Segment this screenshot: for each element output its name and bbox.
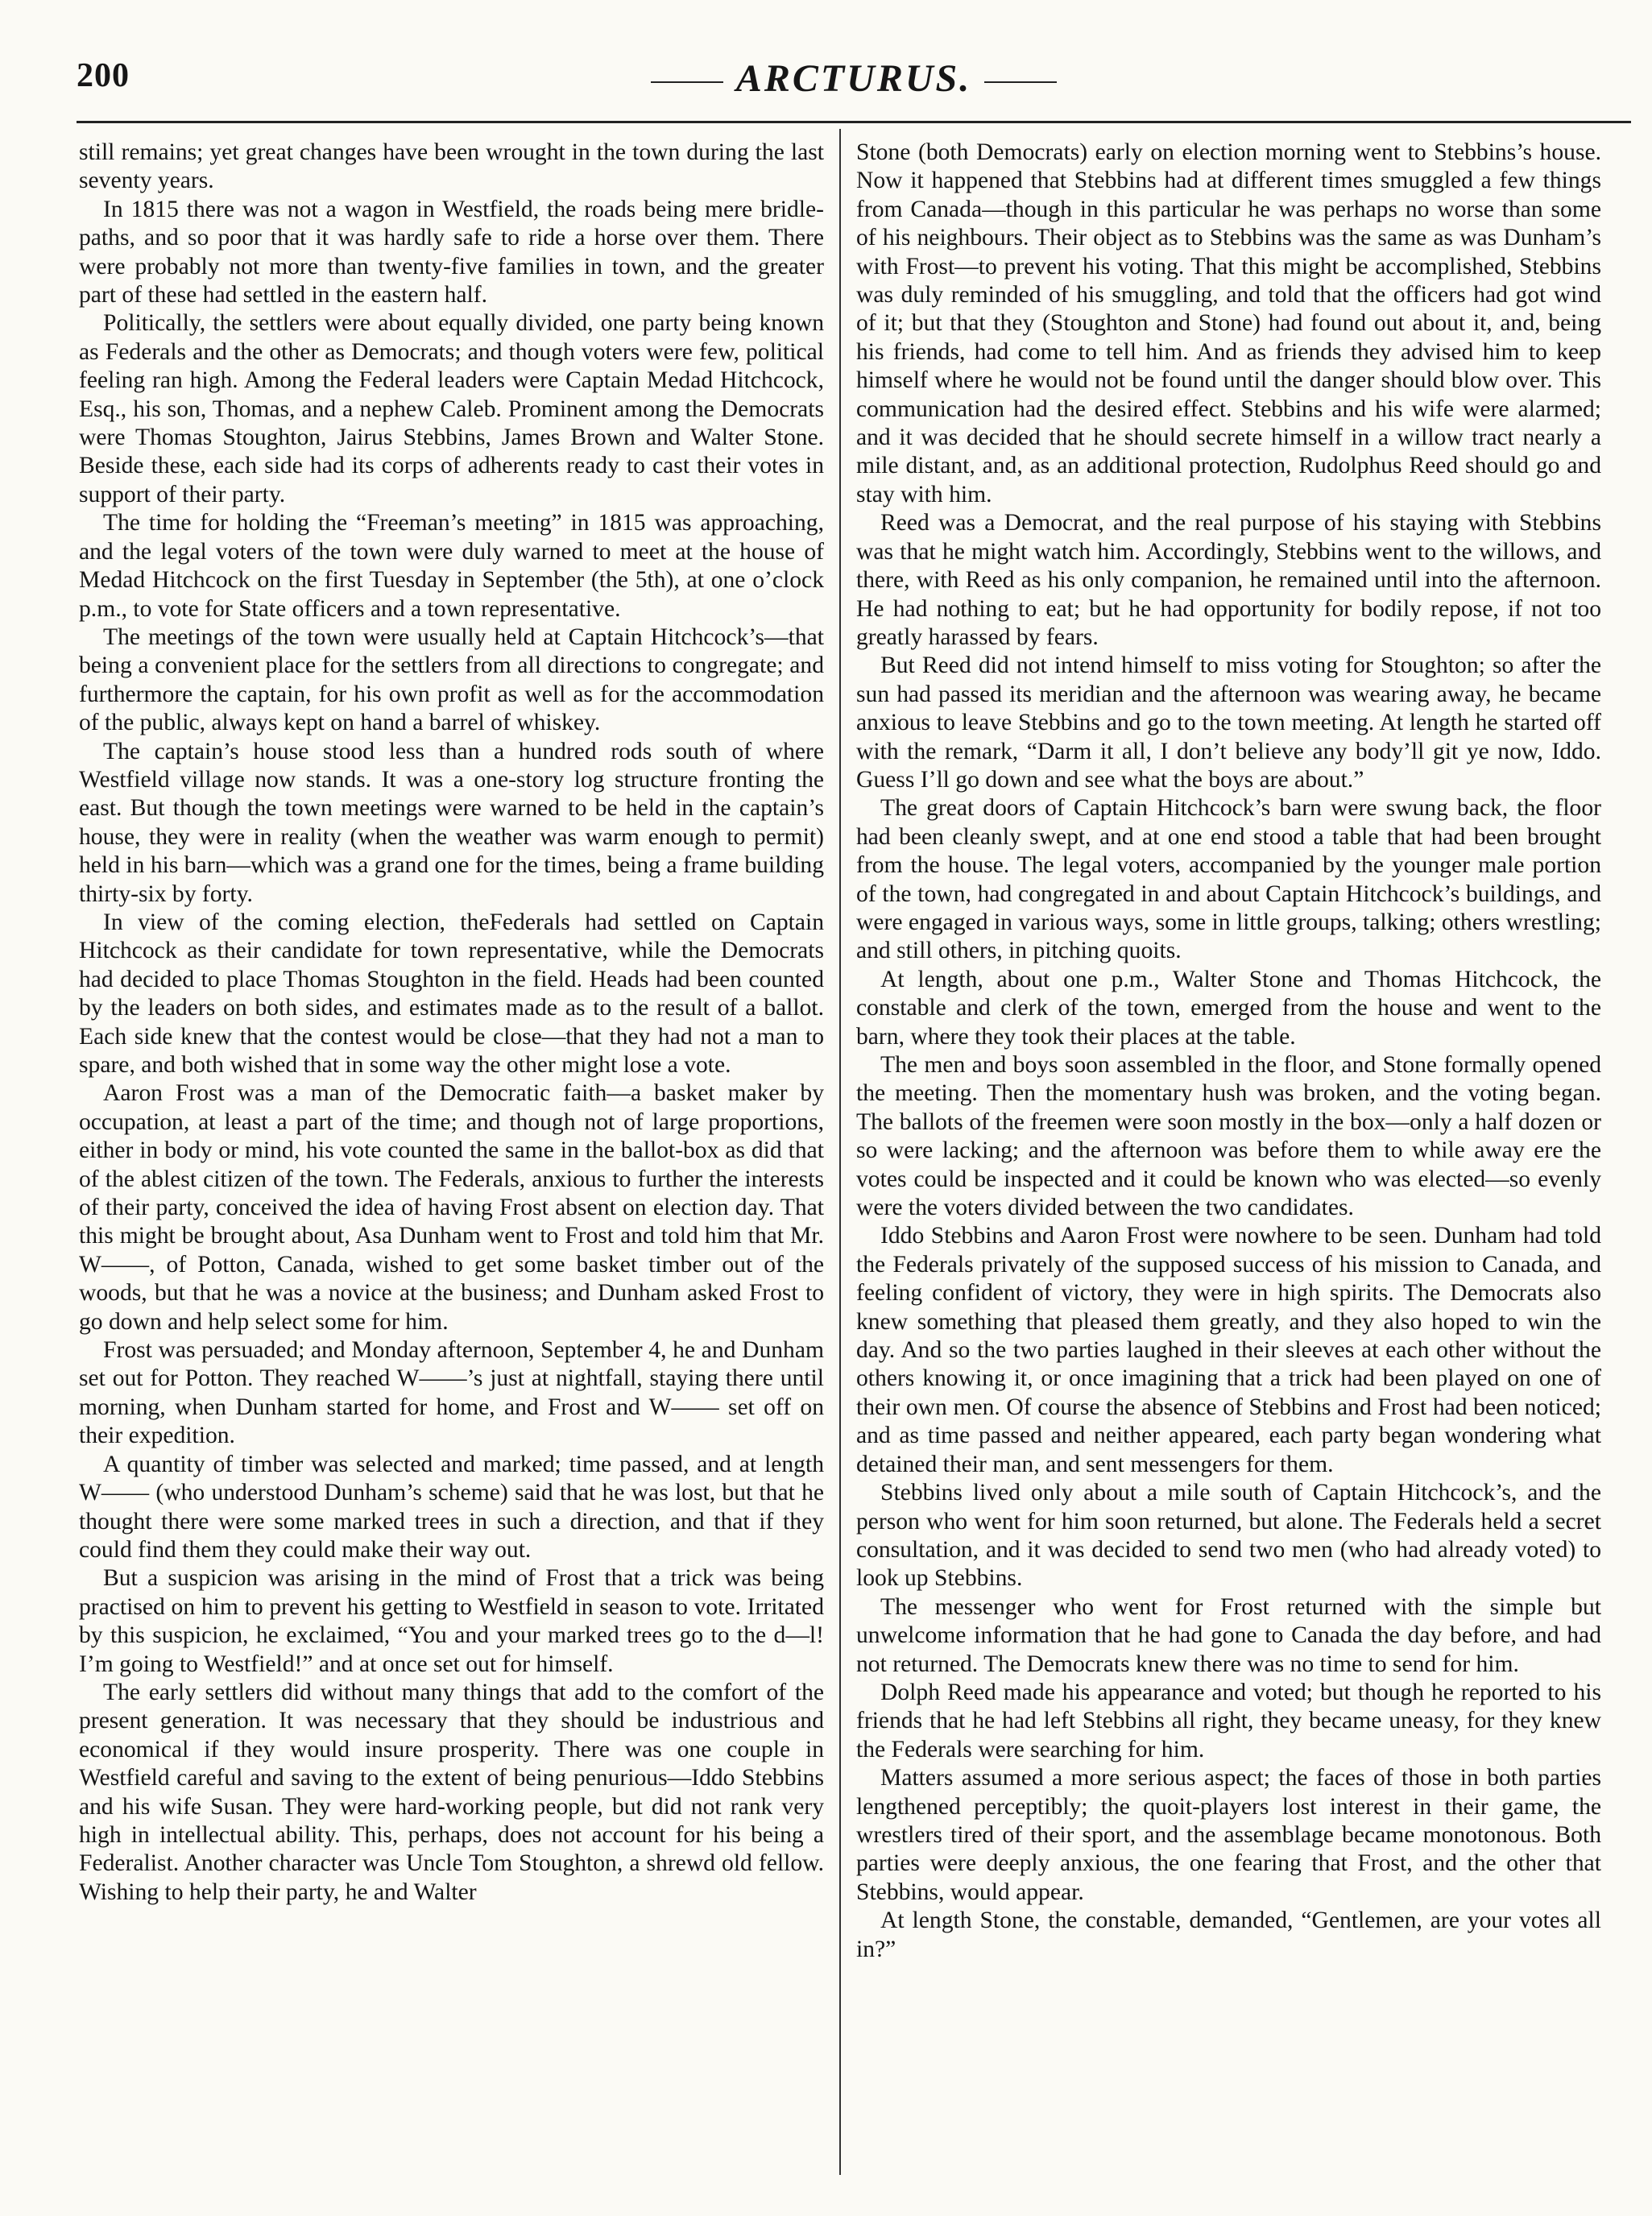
paragraph: The meetings of the town were usually held at Captain Hitchcock’s—that being a convenient place for the settlers from all directions to congregate; and furthermore the captain, for his own profit as well as for the accommodation of the public, always kept on hand a barrel of whiskey. bbox=[79, 623, 824, 736]
paragraph: Aaron Frost was a man of the Democratic faith—a basket maker by occupation, at least a part of the time; and though not of large proportions, either in body or mind, his vote counted the same in the ballot-box as did that of the ablest citizen of the town. The Federals, anxious to further the interests of their party, conceived the idea of having Frost absent on election day. That this might be brought about, Asa Dunham went to Frost and told him that Mr. W——, of Potton, Canada, wished to get some basket timber out of the woods, but that he was a novice at the business; and Dunham asked Frost to go down and help select some for him. bbox=[79, 1080, 824, 1335]
title-dash-left bbox=[651, 81, 723, 83]
paragraph: In 1815 there was not a wagon in Westfield, the roads being mere bridle-paths, and so poor that it was hardly safe to ride a horse over them. There were probably not more than twenty-five families in town, and the greater part of these had settled in the eastern half. bbox=[79, 196, 824, 309]
paragraph: Frost was persuaded; and Monday afternoon, September 4, he and Dunham set out for Potton. They reached W——’s just at nightfall, staying there until morning, when Dunham started for home, and Frost and W—— set off on their expedition. bbox=[79, 1337, 824, 1449]
paragraph: Reed was a Democrat, and the real purpose of his staying with Stebbins was that he might watch him. Accordingly, Stebbins went to the willows, and there, with Reed as his only companion, he remained until into the afternoon. He had nothing to eat; but he had opportunity for bodily repose, if not too greatly harassed by fears. bbox=[856, 510, 1601, 650]
paragraph: The captain’s house stood less than a hundred rods south of where Westfield village now stands. It was a one-story log structure fronting the east. But though the town meetings were warned to be held in the captain’s house, they were in reality (when the weather was warm enough to permit) held in his barn—which was a grand one for the times, being a frame building thirty-six by forty. bbox=[79, 738, 824, 907]
column-divider bbox=[839, 129, 841, 2175]
paragraph: Matters assumed a more serious aspect; the faces of those in both parties lengthened perceptibly; the quoit-players lost interest in their game, the wrestlers tired of their sport, and the assemblage became monotonous. Both parties were deeply anxious, the one fearing that Frost, and the other that Stebbins, would appear. bbox=[856, 1765, 1601, 1905]
paragraph: The men and boys soon assembled in the floor, and Stone formally opened the meeting. Then the momentary hush was broken, and the voting began. The ballots of the freemen were soon mostly in the box—only a half dozen or so were lacking; and the afternoon was before them to while away ere the votes could be inspected and it could be known who was elected—so evenly were the voters divided between the two candidates. bbox=[856, 1052, 1601, 1221]
paragraph: But Reed did not intend himself to miss voting for Stoughton; so after the sun had passed its meridian and the afternoon was wearing away, he became anxious to leave Stebbins and go to the town meeting. At length he started off with the remark, “Darm it all, I don’t believe any body’ll git ye now, Iddo. Guess I’ll go down and see what the boys are about.” bbox=[856, 652, 1601, 793]
right-column bbox=[856, 139, 1601, 1964]
paragraph: Stone (both Democrats) early on election morning went to Stebbins’s house. Now it happened that Stebbins had at different times smuggled a few things from Canada—though in this particular he was perhaps no worse than some of his neighbours. Their object as to Stebbins was the same as was Dunham’s with Frost—to prevent his voting. That this might be accomplished, Stebbins was duly reminded of his smuggling, and told that the officers had got wind of it; but that they (Stoughton and Stone) had found out about it, and, being his friends, had come to tell him. And as friends they advised him to keep himself where he would not be found until the danger should blow over. This communication had the desired effect. Stebbins and his wife were alarmed; and it was decided that he should secrete himself in a willow tract nearly a mile distant, and, as an additional protection, Rudolphus Reed should go and stay with him. bbox=[856, 139, 1601, 507]
paragraph: still remains; yet great changes have been wrought in the town during the last seventy years. bbox=[79, 139, 824, 194]
paragraph: In view of the coming election, theFederals had settled on Captain Hitchcock as their candidate for town representative, while the Democrats had decided to place Thomas Stoughton in the field. Heads had been counted by the leaders on both sides, and estimates made as to the result of a ballot. Each side knew that the contest would be close—that they had not a man to spare, and both wished that in some way the other might lose a vote. bbox=[79, 909, 824, 1078]
running-title: ARCTURUS. bbox=[735, 57, 972, 100]
header-rule bbox=[77, 121, 1631, 123]
title-dash-right bbox=[984, 81, 1057, 83]
page-number: 200 bbox=[77, 57, 130, 94]
paragraph: The great doors of Captain Hitchcock’s barn were swung back, the floor had been cleanly swept, and at one end stood a table that had been brought from the house. The legal voters, accompanied by the younger male portion of the town, had congregated in and about Captain Hitchcock’s buildings, and were engaged in various ways, some in little groups, talking; others wrestling; and still others, in pitching quoits. bbox=[856, 795, 1601, 964]
paragraph: The early settlers did without many things that add to the comfort of the present generation. It was necessary that they should be industrious and economical if they would insure prosperity. There was one couple in Westfield careful and saving to the extent of being penurious—Iddo Stebbins and his wife Susan. They were hard-working people, but did not rank very high in intellectual ability. This, perhaps, does not account for his being a Federalist. Another character was Uncle Tom Stoughton, a shrewd old fellow. Wishing to help their party, he and Walter bbox=[79, 1679, 824, 1905]
paragraph: But a suspicion was arising in the mind of Frost that a trick was being practised on him to prevent his getting to Westfield in season to vote. Irritated by this suspicion, he exclaimed, “You and your marked trees go to the d—l! I’m going to Westfield!” and at once set out for himself. bbox=[79, 1565, 824, 1677]
paragraph: At length Stone, the constable, demanded, “Gentlemen, are your votes all in?” bbox=[856, 1907, 1601, 1962]
paragraph: The time for holding the “Freeman’s meeting” in 1815 was approaching, and the legal voters of the town were duly warned to meet at the house of Medad Hitchcock on the first Tuesday in September (the 5th), at one o’clock p.m., to vote for State officers and a town representative. bbox=[79, 510, 824, 622]
left-column bbox=[79, 139, 824, 1907]
paragraph: Iddo Stebbins and Aaron Frost were nowhere to be seen. Dunham had told the Federals privately of the supposed success of his mission to Canada, and feeling confident of victory, they were in high spirits. The Democrats also knew something that pleased them greatly, and they also hoped to win the day. And so the two parties laughed in their sleeves at each other without the others knowing it, or once imagining that a trick had been played on one of their own men. Of course the absence of Stebbins and Frost had been noticed; and as time passed and neither appeared, each party began wondering what detained their man, and sent messengers for them. bbox=[856, 1223, 1601, 1477]
paragraph: At length, about one p.m., Walter Stone and Thomas Hitchcock, the constable and clerk of the town, emerged from the house and went to the barn, where they took their places at the table. bbox=[856, 966, 1601, 1050]
paragraph: Politically, the settlers were about equally divided, one party being known as Federals and the other as Democrats; and though voters were few, political feeling ran high. Among the Federal leaders were Captain Medad Hitchcock, Esq., his son, Thomas, and a nephew Caleb. Prominent among the Democrats were Thomas Stoughton, Jairus Stebbins, James Brown and Walter Stone. Beside these, each side had its corps of adherents ready to cast their votes in support of their party. bbox=[79, 310, 824, 507]
paragraph: A quantity of timber was selected and marked; time passed, and at length W—— (who understood Dunham’s scheme) said that he was lost, but that he thought there were some marked trees in such a direction, and that if they could find them they could make their way out. bbox=[79, 1451, 824, 1563]
paragraph: Stebbins lived only about a mile south of Captain Hitchcock’s, and the person who went for him soon returned, but alone. The Federals held a secret consultation, and it was decided to send two men (who had already voted) to look up Stebbins. bbox=[856, 1480, 1601, 1592]
page-header bbox=[77, 56, 1631, 113]
running-title-wrap bbox=[77, 56, 1631, 101]
paragraph: Dolph Reed made his appearance and voted; but though he reported to his friends that he had left Stebbins all right, they became uneasy, for they knew the Federals were searching for him. bbox=[856, 1679, 1601, 1762]
paragraph: The messenger who went for Frost returned with the simple but unwelcome information that he had gone to Canada the day before, and had not returned. The Democrats knew there was no time to send for him. bbox=[856, 1593, 1601, 1677]
